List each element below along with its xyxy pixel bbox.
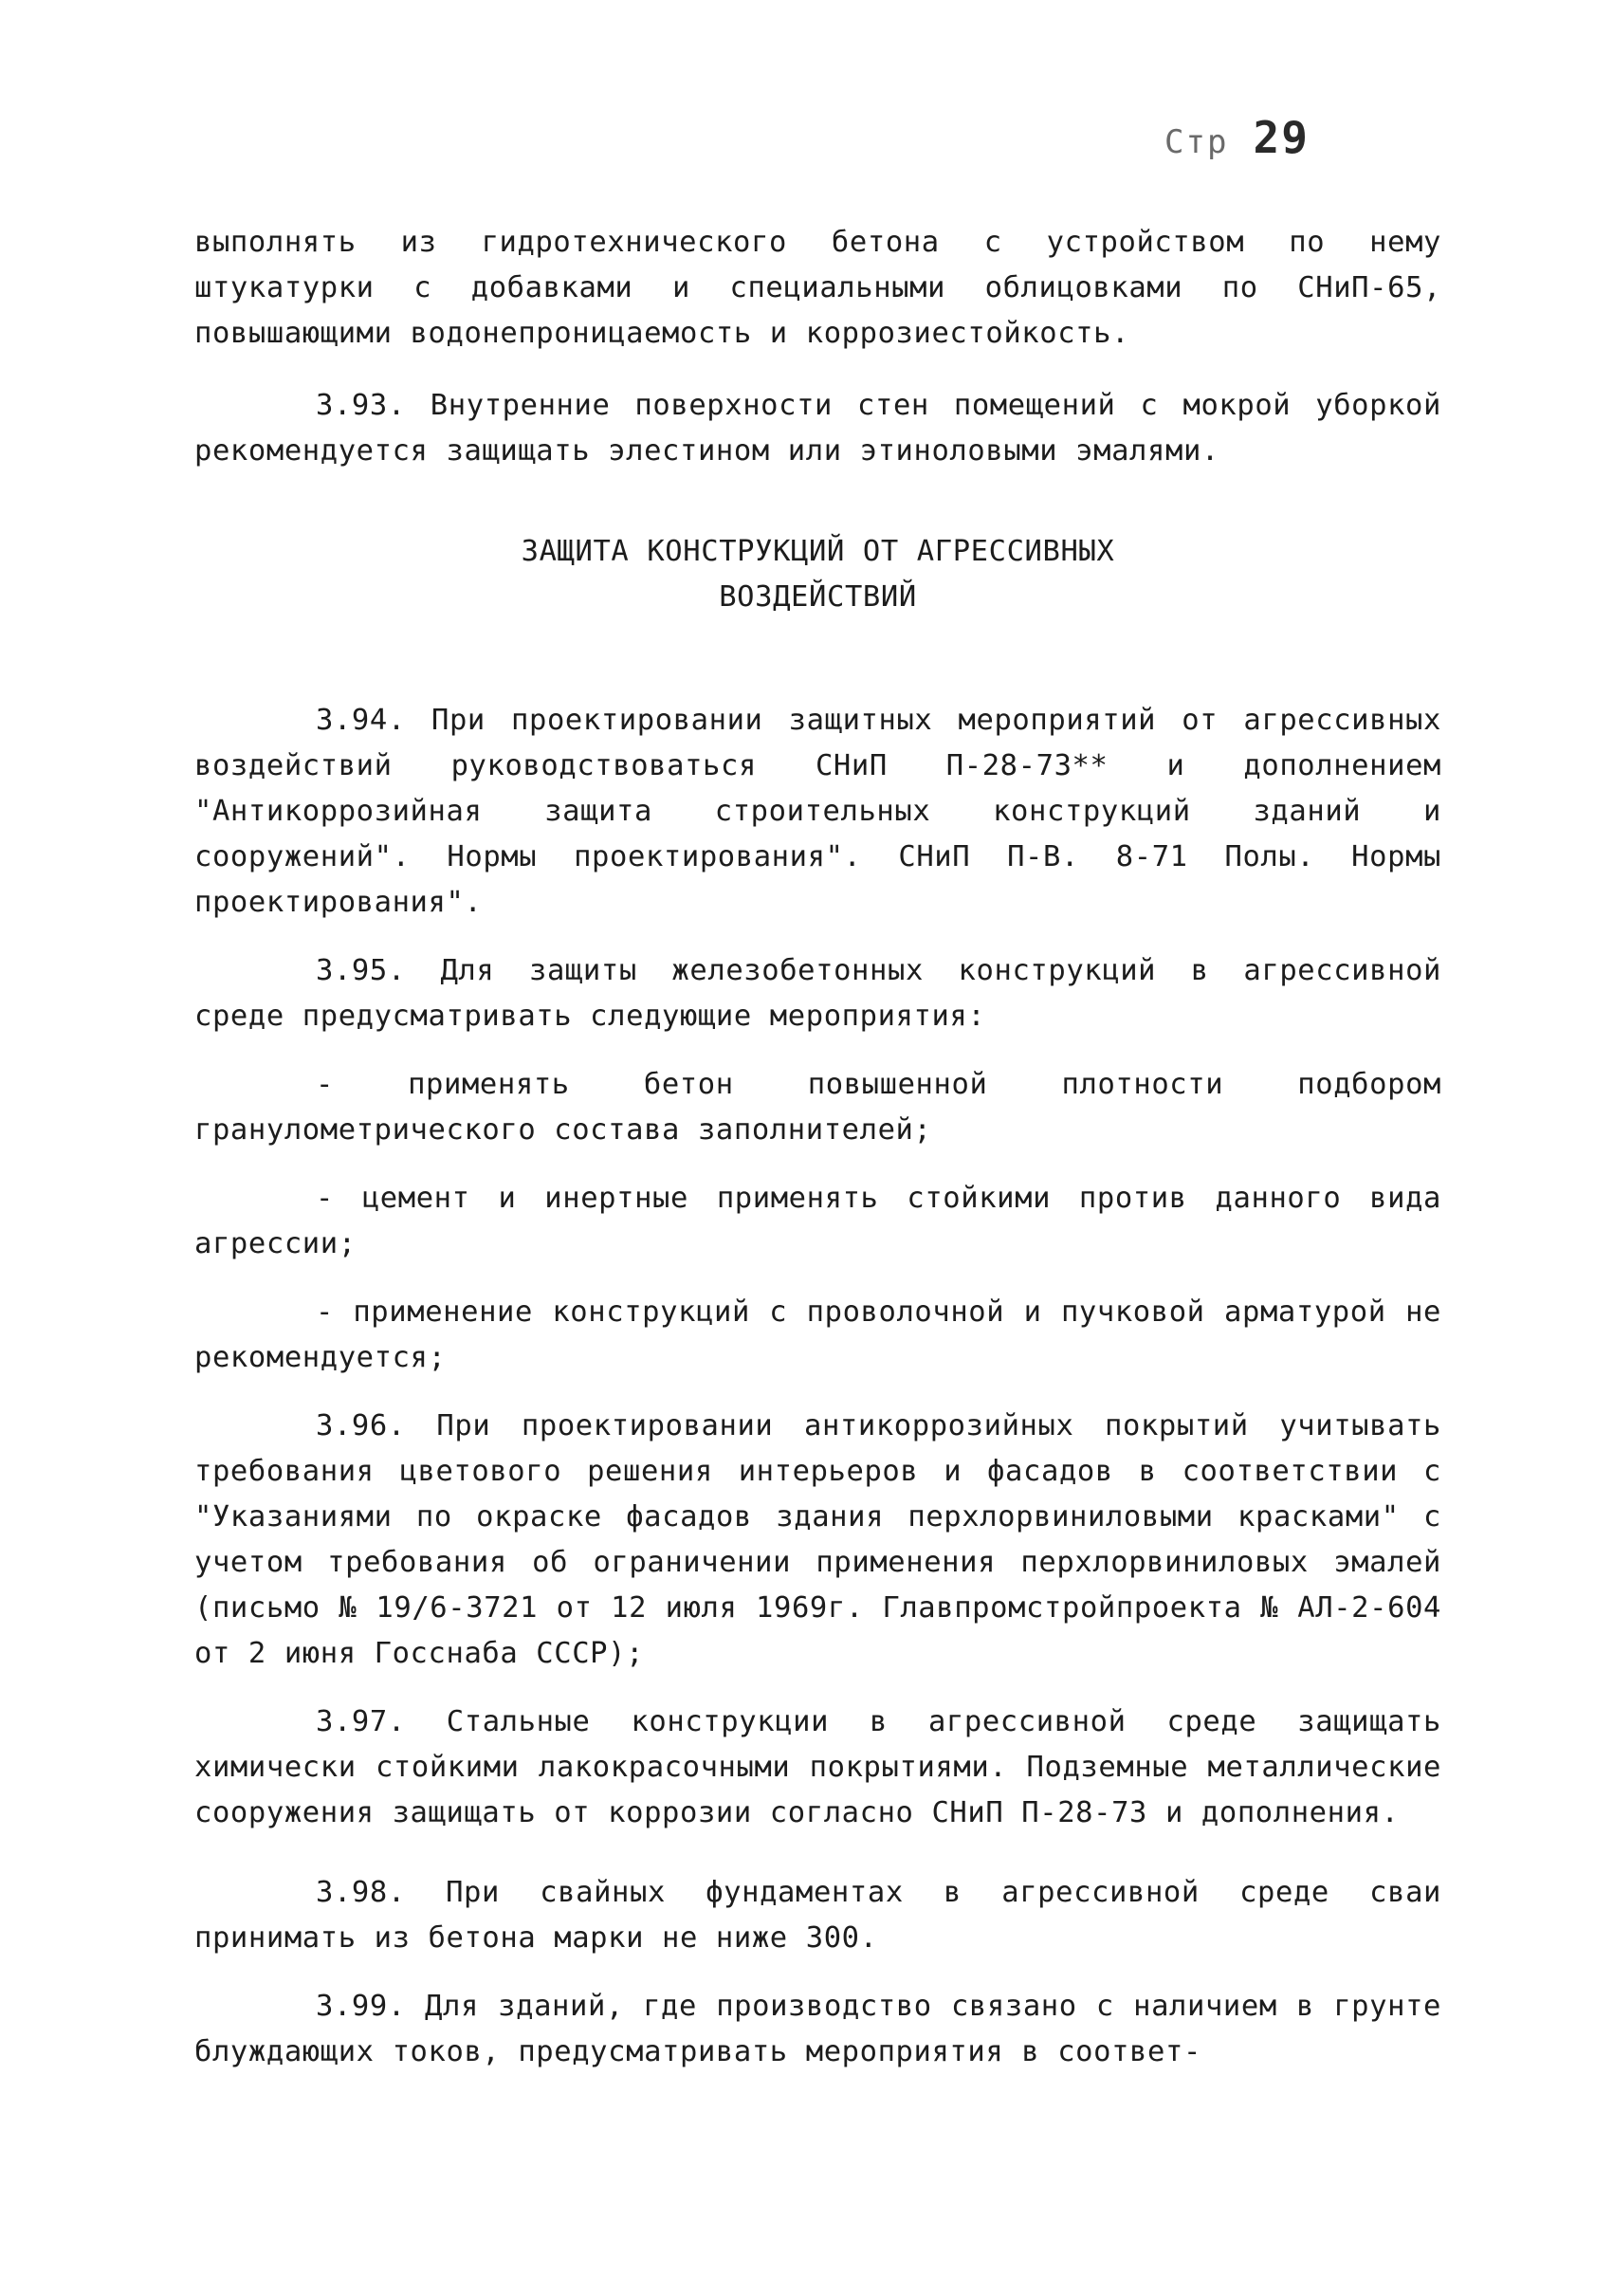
paragraph-3-93: 3.93. Внутренние поверхности стен помещений с мокрой уборкой рекомендуется защищать элестином или этиноловыми эмалями.	[194, 389, 1459, 468]
paragraph-3-95: 3.95. Для защиты железобетонных конструкций в агрессивной среде предусматривать следующие мероприятия:	[194, 954, 1459, 1033]
section-heading	[194, 474, 1441, 698]
paragraph-gap	[194, 1381, 1441, 1404]
paragraph-3-97: 3.97. Стальные конструкции в агрессивной среде защищать химически стойкими лакокрасочными покрытиями. Подземные металлические сооружения защищать от коррозии согласно СНиП П-28-73 и дополнения.	[194, 1705, 1459, 1829]
paragraph-3-98: 3.98. При свайных фундаментах в агрессивной среде сваи принимать из бетона марки не ниже 300.	[194, 1876, 1459, 1955]
paragraph-gap	[194, 1153, 1441, 1176]
paragraph-gap	[194, 357, 1441, 383]
page-number-label: Стр	[1164, 123, 1229, 161]
paragraph-gap	[194, 1267, 1441, 1290]
paragraph-3-99: 3.99. Для зданий, где производство связано с наличием в грунте блуждающих токов, предусматривать мероприятия в соответ-	[194, 1990, 1459, 2068]
paragraph-gap	[194, 1961, 1441, 1984]
paragraph-gap	[194, 926, 1441, 948]
paragraph-gap	[194, 1836, 1441, 1870]
list-item-dash-3: - применение конструкций с проволочной и пучковой арматурой не рекомендуется;	[194, 1295, 1459, 1374]
section-heading-line-2: ВОЗДЕЙСТВИЙ	[719, 580, 917, 614]
document-body	[194, 220, 1459, 2075]
list-item-dash-2: - цемент и инертные применять стойкими против данного вида агрессии;	[194, 1182, 1459, 1260]
page-number-value: 29	[1253, 112, 1310, 163]
paragraph-intro-continuation: выполнять из гидротехнического бетона с устройством по нему штукатурки с добавками и специальными облицовками по СНиП-65, повышающими водонепроницаемость и коррозиестойкость.	[194, 226, 1459, 350]
list-item-dash-1: - применять бетон повышенной плотности подбором гранулометрического состава заполнителей;	[194, 1068, 1459, 1147]
page-number	[1164, 112, 1310, 163]
paragraph-3-96: 3.96. При проектировании антикоррозийных покрытий учитывать требования цветового решения интерьеров и фасадов в соответствии с "Указаниями по окраске фасадов здания перхлорвиниловыми красками" с учетом требования об ограничении применения перхлорвиниловых эмалей (письмо № 19/6-3721 от 12 июля 1969г. Главпромстройпроекта № АЛ-2-604 от 2 июня Госснаба СССР);	[194, 1409, 1459, 1670]
paragraph-3-94: 3.94. При проектировании защитных мероприятий от агрессивных воздействий руководствоваться СНиП П-28-73** и дополнением "Антикоррозийная защита строительных конструкций зданий и сооружений". Нормы проектирования". СНиП П-В. 8-71 Полы. Нормы проектирования".	[194, 704, 1459, 919]
paragraph-gap	[194, 1039, 1441, 1062]
section-heading-line-1: ЗАЩИТА КОНСТРУКЦИЙ ОТ АГРЕССИВНЫХ	[521, 535, 1115, 568]
paragraph-gap	[194, 1677, 1441, 1699]
